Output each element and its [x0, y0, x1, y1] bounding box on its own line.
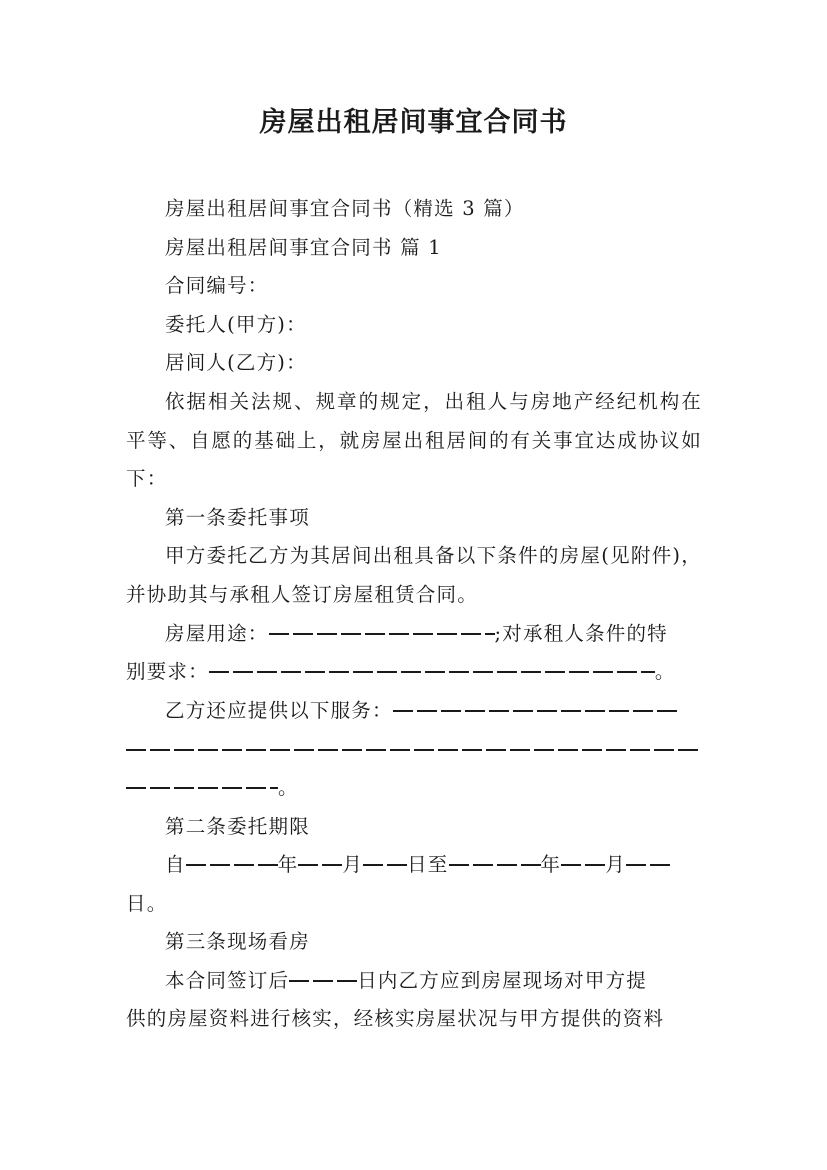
term-from-label: 自: [165, 853, 186, 877]
house-use-blank: [269, 633, 495, 635]
paragraph-preamble: 依据相关法规、规章的规定，出租人与房地产经纪机构在平等、自愿的基础上，就房屋出租居间的有关事宜达成协议如下：: [126, 389, 702, 491]
article-2-heading: 第二条委托期限: [165, 814, 310, 838]
inspection-text-b: 日内乙方应到房屋现场对甲方提: [357, 968, 648, 992]
end-day-blank: [626, 864, 670, 866]
services-line-3: [126, 769, 702, 808]
tenant-requirement-label: ;对承租人条件的特: [494, 621, 668, 645]
services-line-2: [126, 730, 702, 769]
house-use-label: 房屋用途：: [165, 621, 269, 645]
services-blank-3: [126, 787, 278, 789]
inspection-days-blank: [289, 980, 357, 982]
article-1-heading: 第一条委托事项: [165, 505, 310, 529]
services-blank-2: [126, 749, 702, 751]
start-year-blank: [186, 864, 278, 866]
inspection-line: [126, 962, 702, 1001]
special-requirement-label: 别要求：: [126, 660, 209, 684]
end-day-label: 日。: [126, 891, 168, 915]
inspection-line-2: [126, 1000, 702, 1039]
end-year-blank: [449, 864, 541, 866]
paragraph-subtitle: 房屋出租居间事宜合同书（精选 3 篇）: [165, 197, 525, 220]
article-1-text: 甲方委托乙方为其居间出租具备以下条件的房屋(见附件)，并协助其与承租人签订房屋租赁合同。: [126, 544, 702, 606]
term-line-2: [126, 885, 702, 924]
principal-label: 委托人(甲方)：: [165, 312, 307, 336]
contract-number-label: 合同编号：: [165, 274, 269, 298]
inspection-text-a: 本合同签订后: [165, 968, 290, 992]
inspection-text-c: 供的房屋资料进行核实，经核实房屋状况与甲方提供的资料: [126, 1007, 665, 1031]
special-requirement-blank: [209, 671, 655, 673]
start-day-blank: [363, 864, 407, 866]
article-3-heading: 第三条现场看房: [165, 930, 310, 954]
services-end: 。: [278, 775, 299, 799]
services-line: [126, 692, 702, 731]
start-month-blank: [298, 864, 342, 866]
end-month-label: 月: [605, 853, 626, 877]
start-year-label: 年: [277, 853, 299, 877]
document-body: [126, 190, 702, 1039]
end-month-blank: [561, 864, 605, 866]
services-blank-1: [393, 710, 681, 712]
document-title: 房屋出租居间事宜合同书: [259, 107, 568, 138]
special-requirement-end: 。: [654, 660, 676, 684]
end-year-label: 年: [540, 853, 562, 877]
house-use-line: [126, 615, 702, 654]
start-month-label: 月: [342, 853, 364, 877]
term-line: [126, 846, 702, 885]
intermediary-label: 居间人(乙方)：: [165, 351, 307, 375]
start-day-to-label: 日至: [407, 853, 449, 877]
paragraph-section-heading: 房屋出租居间事宜合同书 篇 1: [165, 235, 442, 259]
special-requirement-line: [126, 653, 702, 692]
services-label: 乙方还应提供以下服务：: [165, 698, 393, 722]
